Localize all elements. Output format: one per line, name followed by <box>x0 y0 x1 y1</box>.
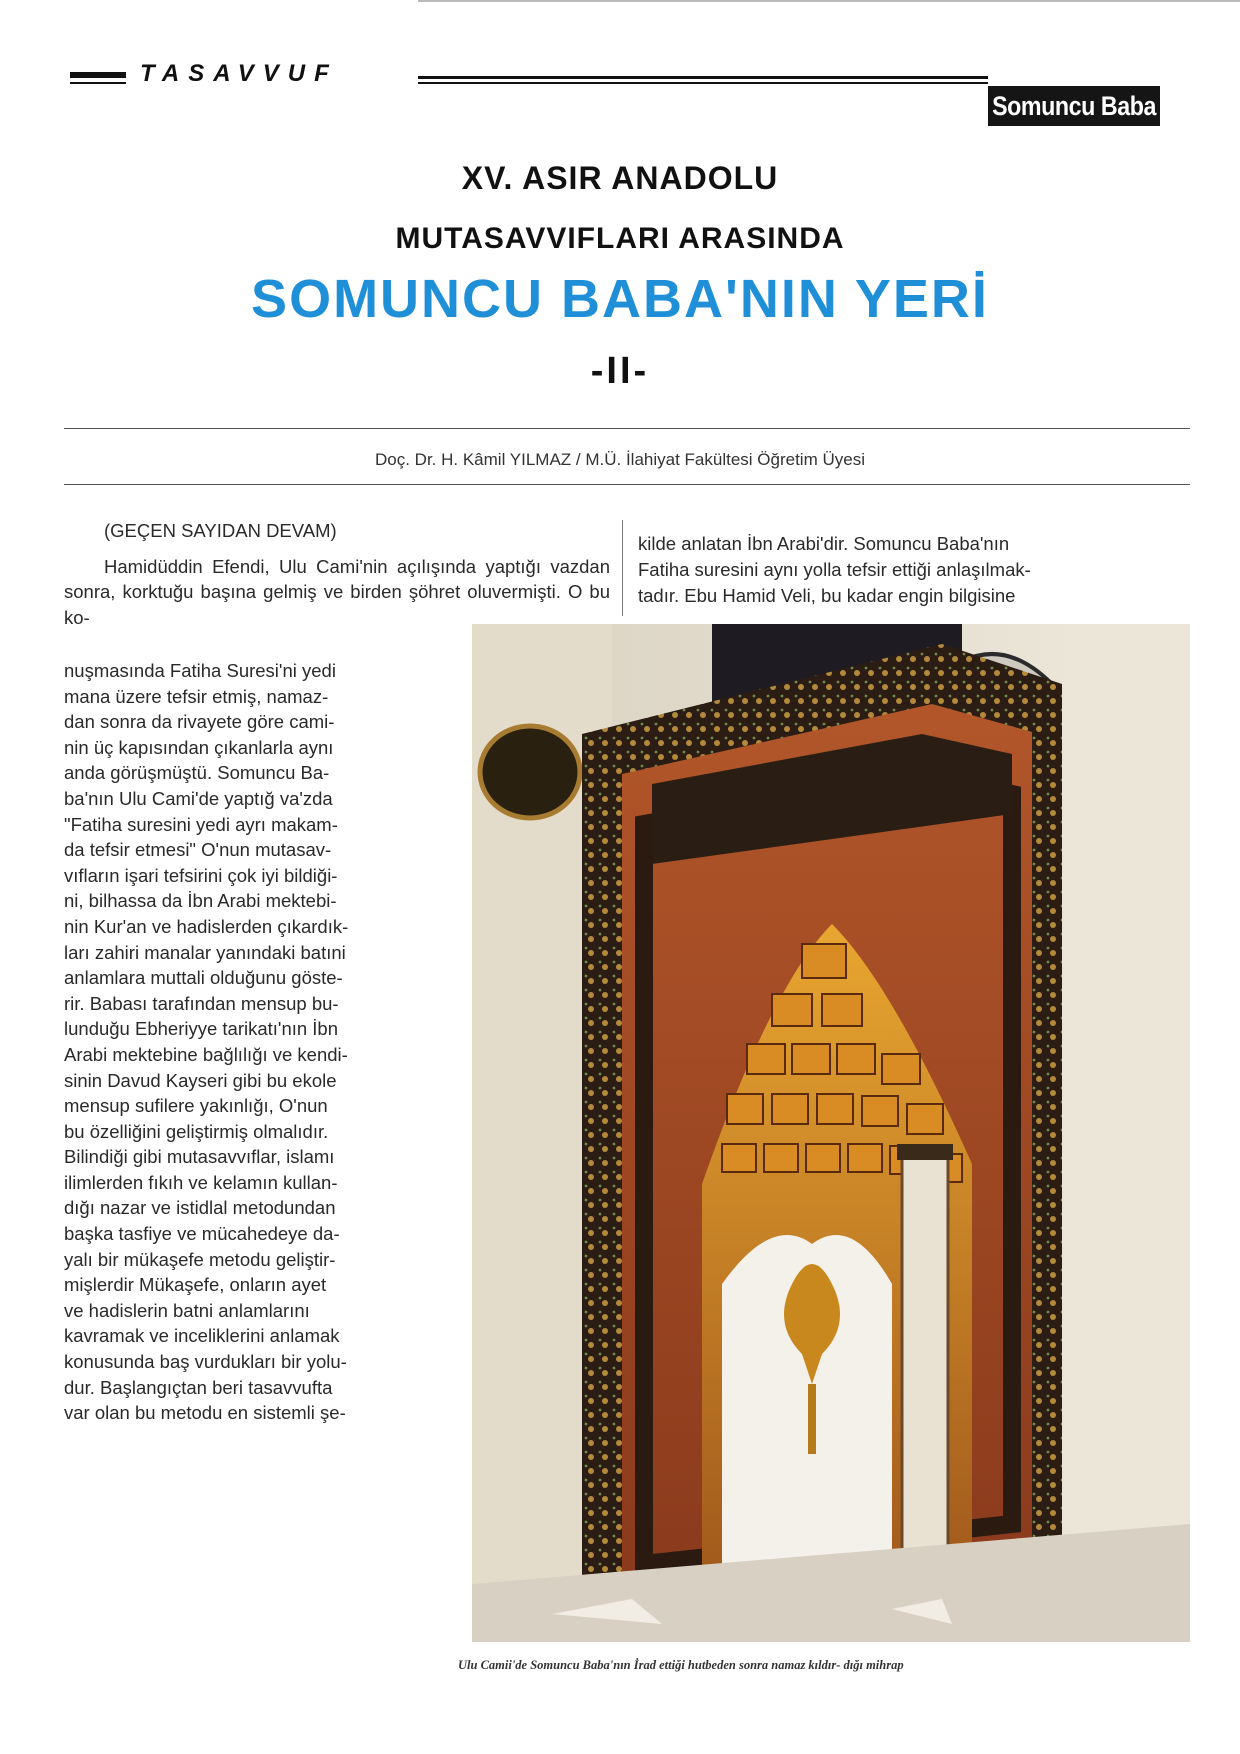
text-line: Arabi mektebine bağlılığı ve kendi- <box>64 1043 348 1065</box>
byline-rule-top <box>64 428 1190 429</box>
text-line: mensup sufilere yakınlığı, O'nun <box>64 1095 328 1117</box>
text-line: anlamlara muttali olduğunu göste- <box>64 967 343 989</box>
text-line: Bilindiği gibi mutasavvıflar, islamı <box>64 1146 335 1168</box>
text-line: mana üzere tefsir etmiş, namaz- <box>64 685 329 707</box>
text-line: Fatiha suresini aynı yolla tefsir ettiği anlaşılmak- <box>638 559 1031 580</box>
column-divider <box>622 520 623 616</box>
intro-paragraph: Hamidüddin Efendi, Ulu Cami'nin açılışında yaptığı vazdan sonra, korktuğu başına gelmiş ve birden şöhret oluvermişti. O bu ko- <box>64 555 610 628</box>
text-line: ni, bilhassa da İbn Arabi mektebi- <box>64 890 337 912</box>
header-rule-center <box>418 76 988 79</box>
text-line: nuşmasında Fatiha Suresi'ni yedi <box>64 660 336 681</box>
left-column-intro <box>64 518 610 630</box>
continued-note: (GEÇEN SAYIDAN DEVAM) <box>104 520 337 541</box>
text-line: dan sonra da rivayete göre cami- <box>64 711 335 733</box>
text-line: lunduğu Ebheriyye tarikatı'nın İbn <box>64 1018 339 1040</box>
text-line: ları zahiri manalar yanındaki batıni <box>64 941 346 963</box>
right-column-body <box>638 531 1190 609</box>
header-rule-center-thin <box>418 82 988 84</box>
byline-rule-bottom <box>64 484 1190 485</box>
text-line: yalı bir mükaşefe metodu geliştir- <box>64 1248 336 1270</box>
text-line: ilimlerden fıkıh ve kelamın kullan- <box>64 1171 338 1193</box>
text-line: nin üç kapısından çıkanlarla aynı <box>64 736 334 758</box>
text-line: ve hadislerin batni anlamlarını <box>64 1299 310 1321</box>
text-line: vıfların işari tefsirini çok iyi bildiği- <box>64 864 338 886</box>
photo-caption: Ulu Camii'de Somuncu Baba'nın İrad ettiği hutbeden sonra namaz kıldır- dığı mihrap <box>458 1658 904 1672</box>
top-edge-rule <box>418 0 1240 2</box>
text-line: anda görüşmüştü. Somuncu Ba- <box>64 762 330 784</box>
title-line-1: XV. ASIR ANADOLU <box>461 160 779 196</box>
mihrab-photo <box>472 624 1190 1642</box>
text-line: konusunda baş vurdukları bir yolu- <box>64 1351 347 1373</box>
text-line: ba'nın Ulu Cami'de yaptığ va'zda <box>64 787 333 809</box>
text-line: nin Kur'an ve hadislerden çıkardık- <box>64 915 349 937</box>
left-column-body <box>64 658 444 1426</box>
text-line: var olan bu metodu en sistemli şe- <box>64 1402 346 1424</box>
text-line: dığı nazar ve istidlal metodundan <box>64 1197 336 1219</box>
article-part-number: -II- <box>590 350 650 392</box>
header-rule-left <box>70 72 126 78</box>
text-line: tadır. Ebu Hamid Veli, bu kadar engin bilgisine <box>638 585 1016 606</box>
magazine-brand: Somuncu Baba <box>988 86 1160 126</box>
title-line-2: MUTASAVVIFLARI ARASINDA <box>395 222 845 255</box>
text-line: kavramak ve inceliklerini anlamak <box>64 1325 340 1347</box>
text-line: mişlerdir Mükaşefe, onların ayet <box>64 1274 327 1296</box>
text-line: "Fatiha suresini yedi ayrı makam- <box>64 813 338 835</box>
text-line: sinin Davud Kayseri gibi bu ekole <box>64 1069 337 1091</box>
text-line: dur. Başlangıçtan beri tasavvufta <box>64 1376 333 1398</box>
text-line: bu özelliğini geliştirmiş olmalıdır. <box>64 1120 329 1142</box>
text-line: da tefsir etmesi" O'nun mutasav- <box>64 839 332 861</box>
text-line: kilde anlatan İbn Arabi'dir. Somuncu Baba'nın <box>638 533 1010 554</box>
header-rule-left-thin <box>70 82 126 84</box>
text-line: başka tasfiye ve mücahedeye da- <box>64 1223 340 1245</box>
section-label: TASAVVUF <box>140 60 338 87</box>
text-line: rir. Babası tarafından mensup bu- <box>64 992 339 1014</box>
mihrab-illustration <box>472 624 1190 1642</box>
article-main-title: SOMUNCU BABA'NIN YERİ <box>251 269 989 329</box>
author-byline: Doç. Dr. H. Kâmil YILMAZ / M.Ü. İlahiyat Fakültesi Öğretim Üyesi <box>375 450 865 469</box>
